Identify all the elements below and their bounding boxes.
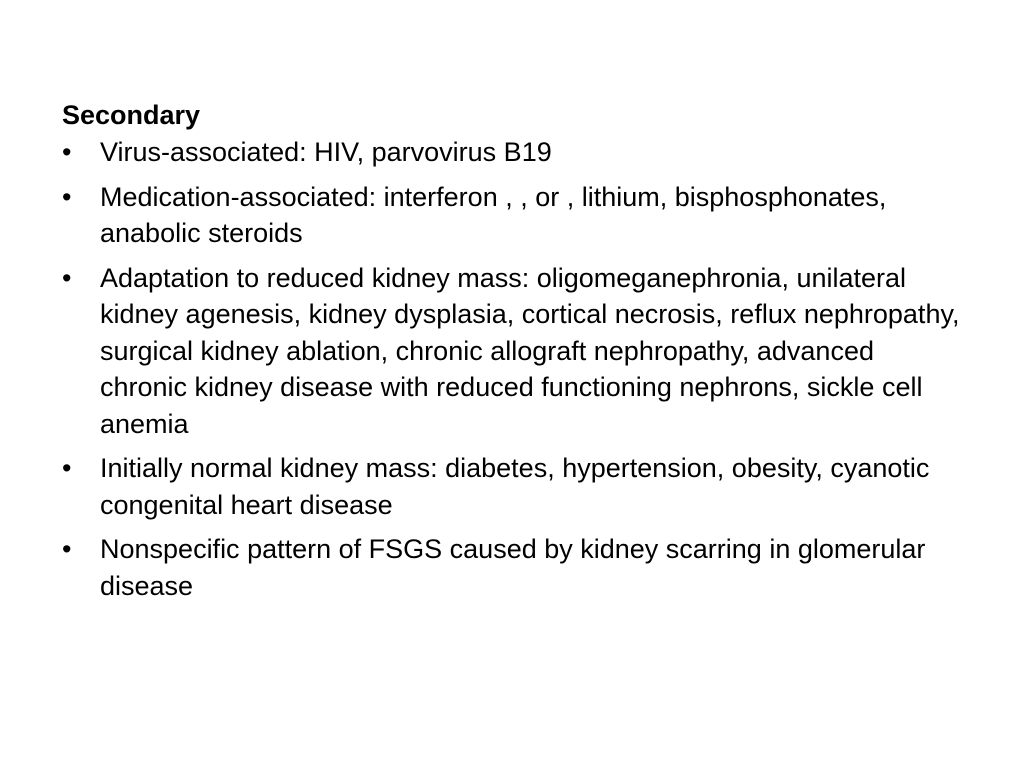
bullet-icon: • xyxy=(62,534,72,564)
bullet-icon: • xyxy=(62,453,72,483)
list-item-adaptation xyxy=(62,260,967,443)
list-item-text: Adaptation to reduced kidney mass: oligomeganephronia, unilateral kidney agenesis, kidney dysplasia, cortical necrosis, reflux nephropathy, surgical kidney ablation, chronic allograft nephropathy, advanced chronic kidney disease with reduced functioning nephrons, sickle cell anemia xyxy=(100,262,960,439)
list-item-virus xyxy=(62,134,967,171)
slide-content xyxy=(62,96,967,604)
bullet-list xyxy=(62,134,967,604)
list-item-text: Initially normal kidney mass: diabetes, hypertension, obesity, cyanotic congenital heart disease xyxy=(100,453,930,520)
bullet-icon: • xyxy=(62,181,72,212)
bullet-icon: • xyxy=(62,137,72,167)
list-item-normal-mass xyxy=(62,450,967,523)
list-item-nonspecific xyxy=(62,531,967,604)
list-item-text: Medication-associated: interferon , , or , lithium, bisphosphonates, anabolic steroids xyxy=(100,181,887,248)
list-item-text: Virus-associated: HIV, parvovirus B19 xyxy=(100,137,552,167)
bullet-icon: • xyxy=(62,262,72,293)
slide-heading: Secondary xyxy=(62,100,201,130)
list-item-medication xyxy=(62,179,967,252)
list-item-text: Nonspecific pattern of FSGS caused by kidney scarring in glomerular disease xyxy=(100,534,926,601)
